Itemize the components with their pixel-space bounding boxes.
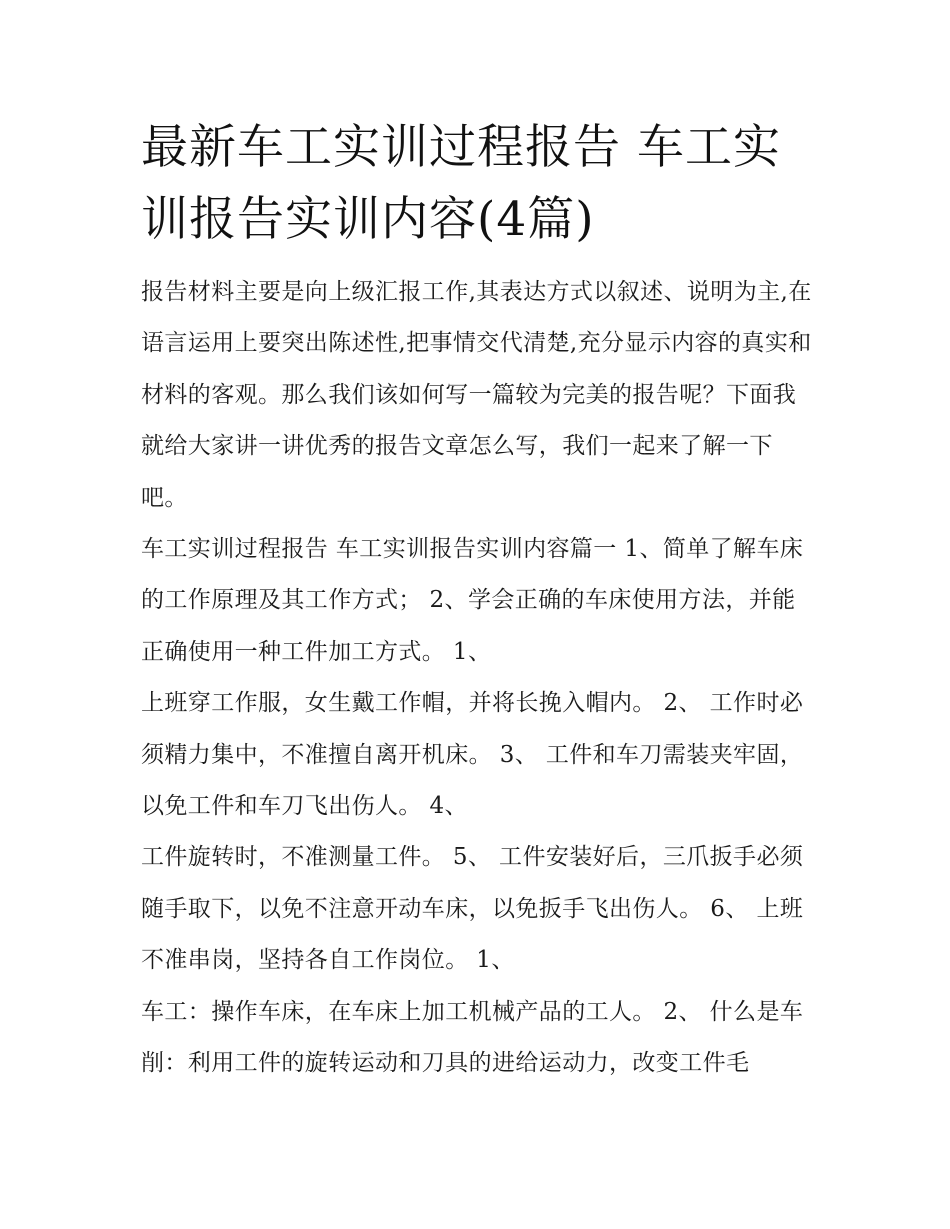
document-title: 最新车工实训过程报告 车工实训报告实训内容(4篇) (141, 120, 781, 247)
paragraph-intro: 报告材料主要是向上级汇报工作,其表达方式以叙述、说明为主,在语言运用上要突出陈述性,把事情交代清楚,充分显示内容的真实和材料的客观。那么我们该如何写一篇较为完美的报告呢？下面我就给大家讲一讲优秀的报告文章怎么写，我们一起来了解一下吧。 (141, 279, 812, 511)
paragraph-objectives: 车工实训过程报告 车工实训报告实训内容篇一 1、简单了解车床的工作原理及其工作方式； 2、学会正确的车床使用方法，并能正确使用一种工件加工方式。 1、 (141, 536, 804, 665)
paragraph-safety-rules-continued: 工件旋转时，不准测量工件。 5、 工件安装好后，三爪扳手必须随手取下，以免不注意开动车床，以免扳手飞出伤人。 6、 上班不准串岗，坚持各自工作岗位。 1、 (141, 844, 804, 974)
paragraph-definitions: 车工：操作车床，在车床上加工机械产品的工人。 2、 什么是车削：利用工件的旋转运动和刀具的进给运动力，改变工件毛 (141, 998, 804, 1077)
document-body (141, 112, 813, 1090)
paragraph-safety-rules: 上班穿工作服，女生戴工作帽，并将长挽入帽内。 2、 工作时必须精力集中，不准擅自离开机床。 3、 工件和车刀需装夹牢固，以免工件和车刀飞出伤人。 4、 (141, 690, 804, 820)
